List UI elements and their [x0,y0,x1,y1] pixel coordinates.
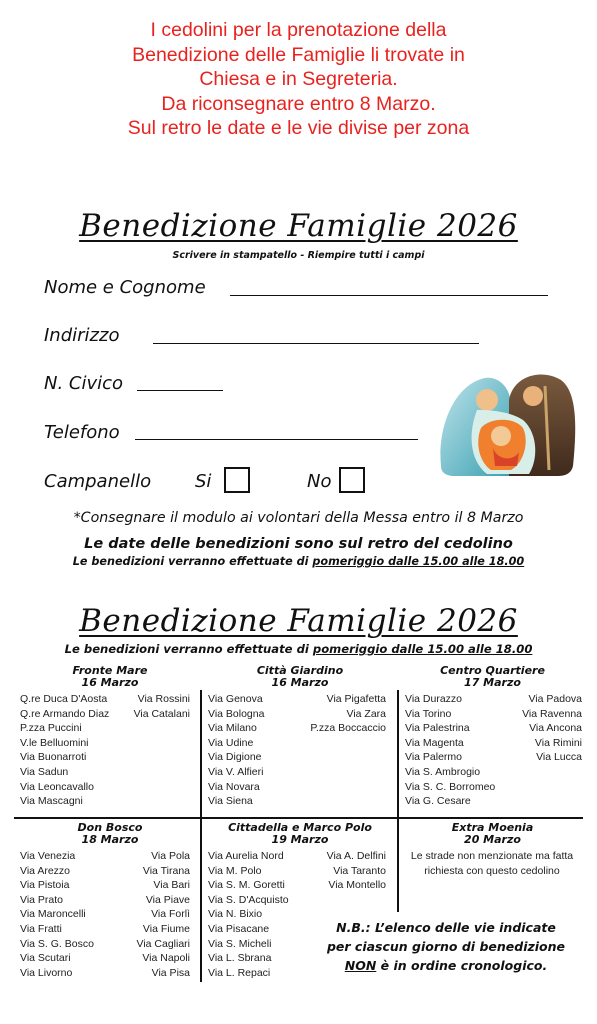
yes-label: Si [195,471,212,492]
deliver-note: *Consegnare il modulo ai volontari della Messa entro il 8 Marzo [73,510,524,526]
zone-heading: Extra Moenia 20 Marzo [451,821,534,846]
form-subtitle: Scrivere in stampatello - Riempire tutti i campi [172,250,425,261]
notice-line: I cedolini per la prenotazione della [150,19,447,41]
dates-note: Le date delle benedizioni sono sul retro del cedolino [84,536,513,552]
divider [14,817,583,819]
zone-heading: Don Bosco 18 Marzo [77,821,143,846]
notice [0,18,597,141]
divider [200,690,202,982]
name-field[interactable] [230,295,548,296]
zone-streets-col1: Via Durazzo Via Torino Via Palestrina Via Magenta Via Palermo Via S. Ambrogio Via S. C. Borromeo Via G. Cesare [405,693,496,808]
zone-heading: Fronte Mare 16 Marzo [72,664,148,689]
form-title: Benedizione Famiglie 2026 [79,208,518,244]
zone-streets-col2: Via Padova Via Ravenna Via Ancona Via Rimini Via Lucca [522,693,582,764]
yes-checkbox[interactable] [224,467,250,493]
zone-heading: Città Giardino 16 Marzo [256,664,344,689]
phone-label: Telefono [44,422,120,443]
notice-line: Chiesa e in Segreteria. [199,68,398,90]
notice-line: Sul retro le date e le vie divise per zona [127,117,470,139]
notice-line: Da riconsegnare entro 8 Marzo. [161,92,436,115]
time-note: Le benedizioni verranno effettuate di pomeriggio dalle 15.00 alle 18.00 [72,555,525,568]
extra-moenia-text: Le strade non menzionate ma fatta richiesta con questo cedolino [410,850,574,877]
schedule-time-note: Le benedizioni verranno effettuate di pomeriggio dalle 15.00 alle 18.00 [64,642,533,656]
zone-heading: Centro Quartiere 17 Marzo [440,664,545,689]
zone-streets-col2: Via Pola Via Tirana Via Bari Via Piave Via Forlì Via Fiume Via Cagliari Via Napoli Via Pisa [136,850,190,979]
zone-streets-col1: Q.re Duca D'Aosta Q.re Armando Diaz P.zza Puccini V.le Belluomini Via Buonarroti Via Sadun Via Leoncavallo Via Mascagni [20,693,110,808]
no-label: No [307,471,332,492]
phone-field[interactable] [135,439,418,440]
zone-streets-col1: Via Genova Via Bologna Via Milano Via Udine Via Digione Via V. Alfieri Via Novara Via Siena [208,693,265,808]
zone-streets-col2: Via A. Delfini Via Taranto Via Montello [326,850,386,892]
bell-label: Campanello [44,471,152,492]
nativity-illustration [437,366,579,480]
zone-streets-col2: Via Pigafetta Via Zara P.zza Boccaccio [310,693,386,735]
zone-streets-col1: Via Aurelia Nord Via M. Polo Via S. M. Goretti Via S. D'Acquisto Via N. Bixio Via Pisacane Via S. Micheli Via L. Sbrana Via L. Repaci [208,850,289,979]
no-checkbox[interactable] [339,467,365,493]
zone-heading: Cittadella e Marco Polo 19 Marzo [228,821,372,846]
address-label: Indirizzo [44,325,120,346]
divider [397,690,399,912]
schedule-title: Benedizione Famiglie 2026 [79,603,518,639]
zone-streets-col2: Via Rossini Via Catalani [133,693,190,720]
address-field[interactable] [153,343,479,344]
civic-field[interactable] [137,390,223,391]
name-label: Nome e Cognome [44,277,206,298]
notice-line: Benedizione delle Famiglie li trovate in [132,43,465,66]
zone-streets-col1: Via Venezia Via Arezzo Via Pistoia Via Prato Via Maroncelli Via Fratti Via S. G. Bosco Via Scutari Via Livorno [20,850,94,979]
nb-note: N.B.: L’elenco delle vie indicate per ciascun giorno di benedizione NON è in ordine cronologico. [326,920,566,973]
civic-label: N. Civico [44,373,124,394]
